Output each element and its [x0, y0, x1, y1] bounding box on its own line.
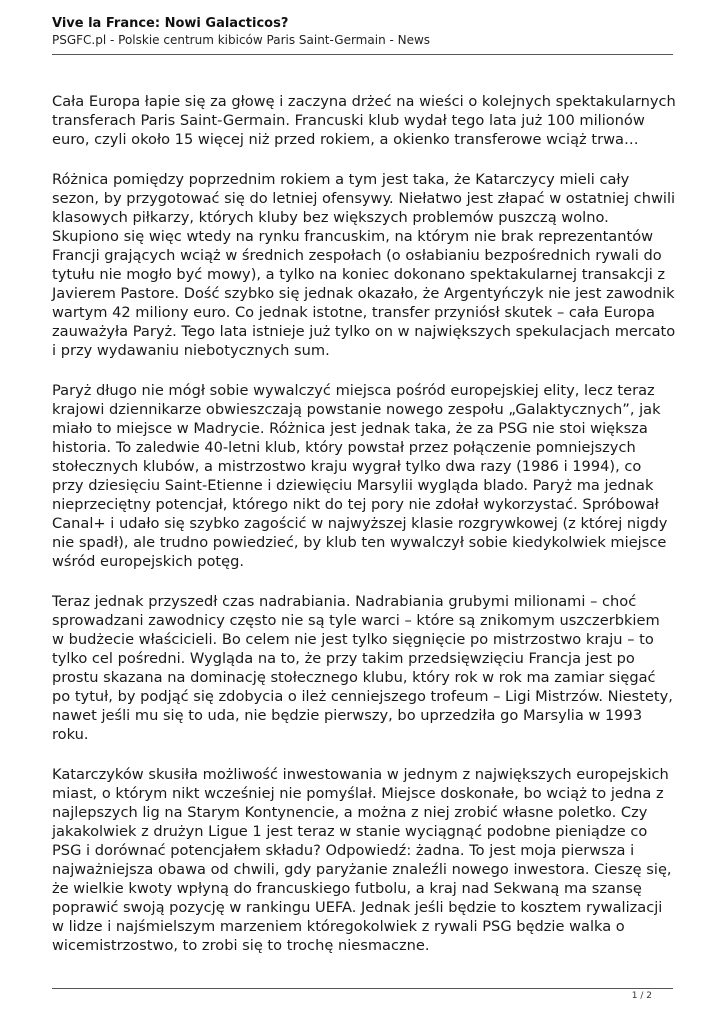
header-divider: [52, 54, 673, 55]
paragraph: Cała Europa łapie się za głowę i zaczyna drżeć na wieści o kolejnych spektakularnych transferach Paris Saint-Germain. Francuski klub wydał tego lata już 100 milionów euro, czyli około 15 więcej niż przed rokiem, a okienko transferowe wciąż trwa…: [52, 93, 676, 148]
footer-divider: [52, 988, 673, 989]
article-body: [52, 92, 676, 976]
paragraph: Katarczyków skusiła możliwość inwestowania w jednym z największych europejskich miast, o którym nikt wcześniej nie pomyślał. Miejsce doskonałe, bo wciąż to jedna z najlepszych lig na Starym Kontynencie, a można z niej zrobić własne poletko. Czy jakakolwiek z drużyn Ligue 1 jest teraz w stanie wyciągnąć podobne pieniądze co PSG i dorównać potencjałem składu? Odpowiedź: żadna. To jest moja pierwsza i najważniejsza obawa od chwili, gdy paryżanie znaleźli nowego inwestora. Cieszę się, że wielkie kwoty wpłyną do francuskiego futbolu, a kraj nad Sekwaną ma szansę poprawić swoją pozycję w rankingu UEFA. Jednak jeśli będzie to kosztem rywalizacji w lidze i najśmielszym marzeniem któregokolwiek z rywali PSG będzie walka o wicemistrzostwo, to zrobi się to trochę niesmaczne.: [52, 766, 672, 954]
site-subtitle: PSGFC.pl - Polskie centrum kibiców Paris Saint-Germain - News: [52, 33, 431, 47]
article-title: Vive la France: Nowi Galacticos?: [52, 16, 289, 31]
paragraph: Różnica pomiędzy poprzednim rokiem a tym jest taka, że Katarczycy mieli cały sezon, by przygotować się do letniej ofensywy. Niełatwo jest złapać w ostatniej chwili klasowych piłkarzy, których kluby bez większych problemów puszczą wolno. Skupiono się więc wtedy na rynku francuskim, na którym nie brak reprezentantów Francji grających wciąż w średnich zespołach (o osłabianiu bezpośrednich rywali do tytułu nie mogło być mowy), a tylko na koniec dokonano spektakularnej transakcji z Javierem Pastore. Dość szybko się jednak okazało, że Argentyńczyk nie jest zawodnik wartym 42 miliony euro. Co jednak istotne, transfer przyniósł skutek – cała Europa zauważyła Paryż. Tego lata istnieje już tylko on w największych spekulacjach mercato i przy wydawaniu niebotycznych sum.: [52, 171, 676, 359]
paragraph: Paryż długo nie mógł sobie wywalczyć miejsca pośród europejskiej elity, lecz teraz krajowi dziennikarze obwieszczają powstanie nowego zespołu „Galaktycznych”, jak miało to miejsce w Madrycie. Różnica jest jednak taka, że za PSG nie stoi większa historia. To zaledwie 40-letni klub, który powstał przez połączenie pomniejszych stołecznych klubów, a mistrzostwo kraju wygrał tylko dwa razy (1986 i 1994), co przy dziesięciu Saint-Etienne i dziewięciu Marsylii wygląda blado. Paryż ma jednak nieprzeciętny potencjał, którego nikt do tej pory nie zdołał wykorzystać. Spróbował Canal+ i udało się szybko zagościć w najwyższej klasie rozgrywkowej (z której nigdy nie spadł), ale trudno powiedzieć, by klub ten wywalczył sobie kiedykolwiek miejsce wśród europejskich potęg.: [52, 382, 668, 570]
page-number: 1 / 2: [631, 991, 652, 1001]
document-header: [52, 15, 673, 49]
paragraph: Teraz jednak przyszedł czas nadrabiania. Nadrabiania grubymi milionami – choć sprowadzani zawodnicy często nie są tyle warci – które są znikomym uszczerbkiem w budżecie właścicieli. Bo celem nie jest tylko sięgnięcie po mistrzostwo kraju – to tylko cel pośredni. Wygląda na to, że przy takim przedsięwzięciu Francja jest po prostu skazana na dominację stołecznego klubu, który rok w rok ma zamiar sięgać po tytuł, by podjąć się zdobycia o ileż cenniejszego trofeum – Ligi Mistrzów. Niestety, nawet jeśli mu się to uda, nie będzie pierwszy, bo uprzedziła go Marsylia w 1993 roku.: [52, 593, 673, 743]
